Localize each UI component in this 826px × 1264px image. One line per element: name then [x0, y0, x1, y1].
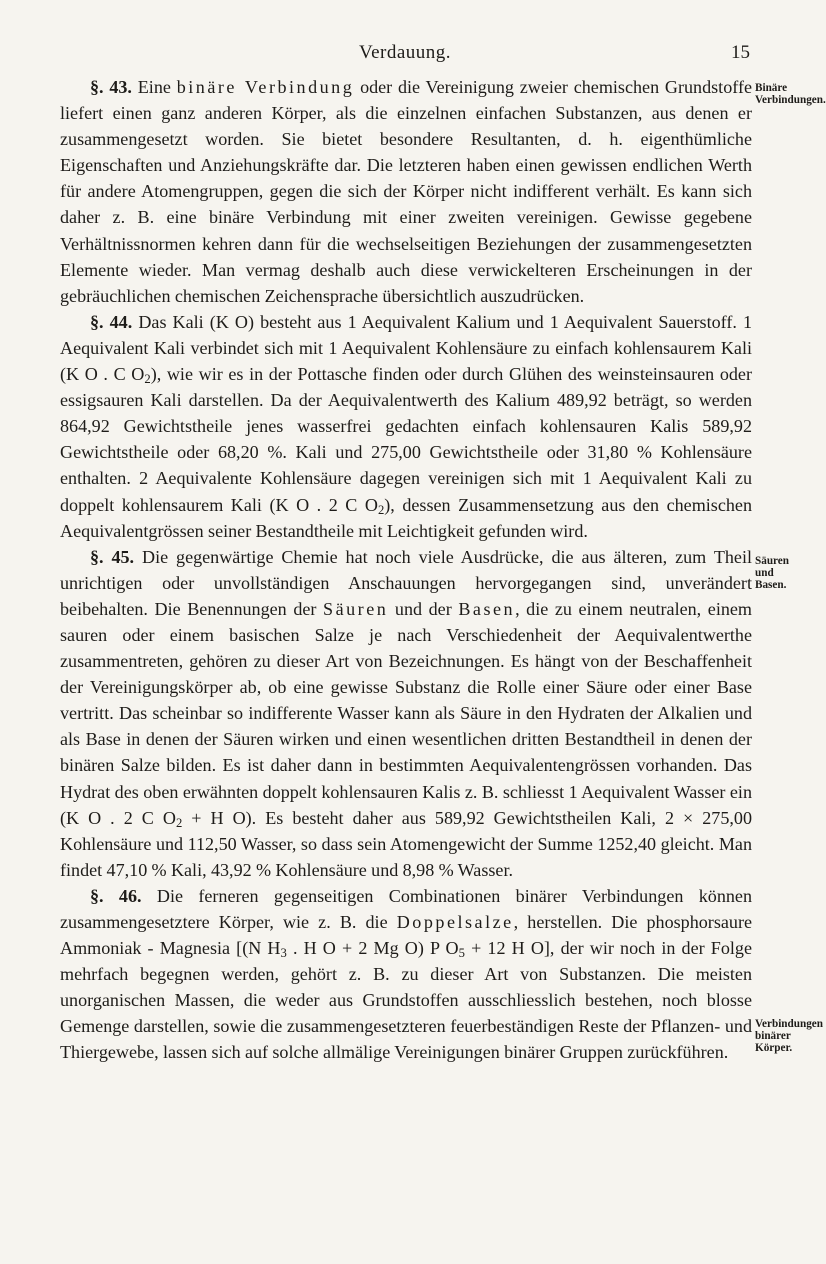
text: Die gegenwärtige Chemie hat noch viele Ausdrücke, die aus älteren, zum Theil unrichtigen oder unvollständigen Anschauungen hervorgegangen sind, unverändert beibehalten. Die Benennungen der: [60, 546, 753, 619]
margin-note-compound-bodies: Verbindungen binärer Körper.: [755, 1018, 823, 1054]
section-label: §. 46.: [90, 885, 142, 906]
emphasis-term: Säuren: [323, 598, 389, 619]
text: oder die Vereinigung zweier chemischen Grundstoffe liefert einen ganz anderen Körper, als die einzelnen einfachen Substanzen, aus denen er zusammengesetzt worden. Sie bietet besondere Resultanten, d. h. eigenthümliche Eigenschaften und Anziehungskräfte dar. Die letzteren haben einen gewissen endlichen Werth für andere Atomengruppen, gegen die sich der Körper nicht indifferent verhält. Es kann sich daher z. B. eine binäre Verbindung mit einer zweiten vereinigen. Gewisse gegebene Verhältnissnormen kehren dann für die wechselseitigen Beziehungen der zusammengesetzten Elemente wieder. Man vermag deshalb auch diese verwickelteren Erscheinungen in der gebräuchlichen chemischen Zeichensprache übersichtlich auszudrücken.: [60, 77, 753, 306]
section-label: §. 45.: [90, 546, 135, 567]
text: und der: [394, 598, 452, 619]
subscript: 5: [458, 946, 465, 961]
page-header: [60, 42, 750, 68]
text: , die zu einem neutralen, einem sauren oder einem basischen Salze je nach Verschiedenheit der Aequivalentwerthe zusammentreten, gehören zu dieser Art von Bezeichnungen. Es hängt von der Beschaffenheit der Vereinigungskörper ab, ob eine gewisse Substanz die Rolle einer Säure oder einer Base vertritt. Das scheinbar so indifferente Wasser kann als Säure in den Hydraten der Alkalien und als Base in denen der Säuren wirken und einen wesentlichen dritten Bestandtheil in denen der binären Salze bilden. Es ist daher dann in bestimmten Aequivalentengrössen vorhanden. Das Hydrat des oben erwähnten doppelt kohlensauren Kalis z. B. schliesst 1 Aequivalent Wasser ein (K O . 2 C O: [60, 598, 753, 828]
text: ), dessen Zusammensetzung aus den chemischen Aequivalentgrössen seiner Bestandtheile mit Leichtigkeit gefunden wird.: [60, 494, 752, 541]
section-label: §. 43.: [90, 77, 132, 97]
text: Das Kali (K O) besteht aus 1 Aequivalent Kalium und 1 Aequivalent Sauerstoff. 1 Aequivalent Kali verbindet sich mit 1 Aequivalent Kohlensäure zu einfach kohlensaurem Kali (K O . C O: [60, 311, 753, 385]
emphasis-term: Doppelsalze: [396, 912, 514, 932]
emphasis-term: Basen: [458, 598, 516, 619]
subscript: 2: [175, 815, 183, 830]
body-text: [60, 74, 752, 1066]
subscript: 2: [377, 502, 385, 517]
text: ), wie wir es in der Pottasche finden oder durch Glühen des weinsteinsauren oder essigsauren Kali darstellen. Da der Aequivalentwerth des Kalium 489,92 beträgt, so werden 864,92 Gewichtstheile jenes wasserfrei gedachten einfach kohlensauren Kalis 589,92 Gewichtstheile oder 68,20 %. Kali und 275,00 Gewichtstheile oder 31,80 % Kohlensäure enthalten. 2 Aequivalente Kohlensäure dagegen vereinigen sich mit 1 Aequivalent Kali zu doppelt kohlensaurem Kali (K O . 2 C O: [60, 364, 752, 515]
paragraph-45: [60, 544, 752, 883]
text: . H O + 2 Mg O) P O: [286, 938, 459, 959]
text: , herstellen. Die phosphorsaure Ammoniak - Magnesia [(N H: [60, 912, 753, 959]
subscript: 2: [144, 372, 151, 387]
paragraph-44: [60, 309, 752, 544]
text: + H O). Es besteht daher aus 589,92 Gewichtstheilen Kali, 2 × 275,00 Kohlensäure und 112,50 Wasser, so dass sein Atomengewicht der Summe 1252,40 gleicht. Man findet 47,10 % Kali, 43,92 % Kohlensäure und 8,98 % Wasser.: [60, 807, 752, 880]
subscript: 3: [280, 946, 287, 961]
paragraph-46: [60, 883, 752, 1066]
text: Die ferneren gegenseitigen Combinationen binärer Verbindungen können zusammengesetztere Körper, wie z. B. die: [60, 885, 752, 932]
text: + 12 H O], der wir noch in der Folge mehrfach begegnen werden, gehört z. B. zu dieser Art von Substanzen. Die meisten unorganischen Massen, die weder aus Grundstoffen ausschliesslich bestehen, noch blosse Gemenge darstellen, sowie die zusammengesetzteren feuerbeständigen Reste der Pflanzen- und Thiergewebe, lassen sich auf solche allmälige Vereinigungen binärer Gruppen zurückführen.: [60, 938, 753, 1063]
section-label: §. 44.: [90, 311, 133, 332]
emphasis-term: binäre Verbindung: [176, 77, 355, 97]
text: Eine: [137, 77, 171, 97]
margin-note-acids-bases: Säuren und Basen.: [755, 555, 789, 591]
running-title: Verdauung.: [358, 42, 452, 63]
page-number: 15: [731, 42, 750, 63]
margin-note-binary-compounds: Binäre Verbindungen.: [755, 82, 826, 106]
paragraph-43: [60, 74, 752, 309]
